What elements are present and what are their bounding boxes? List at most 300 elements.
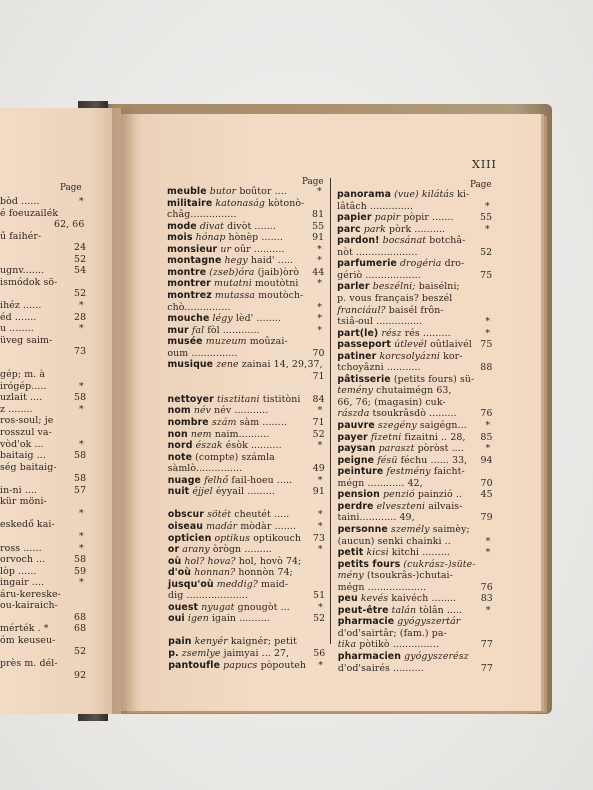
- page-ref: *: [485, 547, 491, 559]
- entry-line: [168, 544, 272, 556]
- left-entry-text: eskedő kai-: [0, 519, 55, 531]
- entry-line: [338, 501, 463, 513]
- page-ref: 75: [480, 269, 493, 281]
- pronunciation: mégn ............ 42,: [337, 477, 423, 489]
- page-ref: 83: [480, 593, 493, 605]
- headword: musique: [167, 359, 214, 371]
- page-ref: *: [485, 420, 491, 431]
- pronunciation: lâtâch ..............: [337, 200, 414, 212]
- page-ref: 77: [480, 662, 493, 674]
- page-gutter: [112, 108, 136, 714]
- page-ref: 52: [480, 246, 493, 258]
- headword: montrer: [167, 278, 211, 290]
- left-page-ref: *: [79, 403, 84, 415]
- translation: rész: [381, 327, 402, 339]
- translation: észak: [195, 440, 223, 452]
- pronunciation: optikouch: [253, 532, 302, 544]
- pronunciation: pòtikò ...............: [359, 639, 439, 651]
- page-ref: *: [485, 443, 491, 455]
- left-entry-text: ség baitaig-: [0, 461, 57, 473]
- pronunciation: oûtlaivél: [430, 339, 472, 351]
- entry-line: [338, 570, 453, 582]
- pronunciation: d'od'sairés ..........: [337, 662, 424, 674]
- left-page-label: Page: [60, 183, 82, 193]
- pronunciation: tsoukrâsdò .........: [372, 408, 457, 420]
- translation: légy: [212, 313, 233, 325]
- page-ref: 52: [313, 613, 326, 625]
- translation: gyógyszertár: [397, 616, 461, 628]
- pronunciation: kòtonò-: [268, 197, 305, 209]
- page-ref: 91: [312, 486, 325, 498]
- entry-line: [168, 463, 242, 475]
- headword: parc: [337, 223, 361, 235]
- translation: papucs: [223, 659, 258, 671]
- pronunciation: 66, 76; (magasin) cuk-: [337, 396, 446, 408]
- headword: pantoufle: [168, 659, 221, 671]
- headword: meuble: [167, 186, 207, 197]
- page-ref: 37,: [307, 359, 323, 371]
- headword: personne: [337, 523, 388, 535]
- entry-line: [338, 547, 450, 559]
- headword: petit: [337, 547, 364, 559]
- col1-page-label: Page: [302, 177, 324, 187]
- page-ref: *: [317, 509, 323, 521]
- pronunciation: rés .........: [404, 327, 451, 339]
- left-page-ref: 58: [74, 392, 87, 404]
- translation: felhő: [204, 474, 229, 486]
- translation: franciául?: [337, 304, 386, 316]
- entry-line: [337, 466, 464, 478]
- left-entry-text: baitaig ...: [0, 450, 46, 462]
- pronunciation: hònèp .......: [228, 232, 283, 244]
- headword: militaire: [167, 197, 213, 209]
- entry-line: [338, 536, 451, 548]
- entry-line: [337, 420, 466, 432]
- page-ref: 79: [480, 512, 493, 524]
- translation: katonaság: [215, 197, 266, 209]
- page-ref: 91: [312, 232, 325, 244]
- entry-line: [168, 452, 275, 464]
- page-ref: *: [485, 223, 490, 235]
- pronunciation: d'od'sairtâr; (fam.) pa-: [337, 627, 447, 639]
- page-ref: *: [317, 301, 323, 313]
- left-entry-text: mérték . *: [0, 623, 49, 635]
- pronunciation: sàmlò...............: [167, 463, 243, 475]
- translation: igen: [187, 613, 209, 625]
- pronunciation: boûtor ....: [239, 186, 287, 197]
- translation: nyugat: [201, 601, 235, 613]
- entry-line: [338, 559, 476, 571]
- entry-line: [168, 579, 288, 591]
- left-entry-text: ros-soul; je: [0, 415, 54, 427]
- entry-line: [167, 359, 307, 371]
- translation: kicsi: [366, 547, 389, 559]
- pronunciation: nòt ....................: [337, 246, 418, 258]
- entry-line: [338, 663, 424, 675]
- entry-line: [337, 408, 456, 420]
- page-ref: 88: [480, 362, 493, 374]
- left-entry-text: orvoch ...: [0, 554, 46, 566]
- entry-line: [337, 189, 469, 201]
- pronunciation: oum ...............: [167, 347, 238, 359]
- headword: pauvre: [337, 420, 375, 431]
- translation: optikus: [214, 532, 251, 544]
- headword: pharmacie: [337, 616, 395, 628]
- translation: fésü: [377, 454, 398, 466]
- left-page-ref: 52: [74, 288, 87, 300]
- entry-line: [337, 212, 454, 224]
- left-page-ref: *: [79, 542, 84, 554]
- page-ref: *: [485, 327, 491, 339]
- pronunciation: saigégn...: [419, 420, 467, 431]
- headword: d'où: [167, 567, 192, 579]
- translation: arany: [182, 544, 210, 556]
- pronunciation: châg...............: [167, 209, 237, 221]
- left-page-ref: 24: [74, 242, 87, 254]
- pronunciation: hol, hovò 74;: [238, 555, 302, 567]
- entry-line: [337, 328, 450, 340]
- entry-line: [167, 244, 284, 256]
- entry-line: [168, 521, 296, 533]
- entry-line: [337, 270, 421, 282]
- page-ref: *: [318, 601, 323, 613]
- pronunciation: ailvais-: [428, 500, 463, 512]
- page-ref: 49: [312, 463, 325, 475]
- entry-line: [167, 232, 283, 244]
- headword: p.: [168, 648, 179, 659]
- headword: jusqu'où: [168, 578, 214, 590]
- page-ref: 56: [313, 648, 326, 659]
- entry-line: [338, 489, 462, 501]
- left-entry-text: bòd ......: [0, 196, 40, 207]
- pronunciation: òrògn .........: [212, 544, 272, 556]
- page-ref: 84: [312, 393, 325, 405]
- column-divider: [330, 178, 331, 644]
- translation: korcsolyázni: [379, 350, 441, 362]
- entry-line: [338, 605, 463, 617]
- headword: pension: [337, 489, 380, 501]
- entry-line: [168, 556, 301, 568]
- entry-line: [337, 316, 422, 328]
- left-entry-text: ou-kairaich-: [0, 600, 58, 612]
- pronunciation: féchu ...... 33,: [400, 454, 468, 466]
- left-page-ref: 68: [74, 611, 87, 623]
- translation: (cukrász-)süte-: [403, 558, 476, 570]
- entry-line: [168, 590, 248, 602]
- page-ref: *: [485, 200, 490, 212]
- headword: nom: [167, 405, 191, 417]
- headword: pâtisserie: [337, 373, 391, 385]
- translation: park: [363, 223, 386, 235]
- left-page-ref: 58: [74, 473, 87, 485]
- page-ref: 44: [312, 266, 325, 278]
- pronunciation: moutòtni: [254, 278, 299, 290]
- pronunciation: baisél frôn-: [388, 304, 444, 316]
- pronunciation: tistitòni: [262, 393, 301, 405]
- headword: pardon!: [337, 235, 380, 247]
- translation: rászda: [337, 408, 370, 420]
- left-entry-text: u ........: [0, 323, 34, 335]
- left-page-ref: 28: [74, 311, 87, 323]
- translation: paraszt: [378, 443, 415, 455]
- translation: tika: [337, 639, 357, 651]
- page-ref: 76: [480, 408, 493, 420]
- headword: mouche: [167, 313, 210, 325]
- headword: nord: [167, 440, 193, 452]
- headword: opticien: [167, 532, 212, 544]
- page-ref: 70: [480, 477, 493, 489]
- entry-line: [168, 417, 287, 429]
- pronunciation: mégn ...................: [337, 581, 427, 593]
- headword: pharmacien: [337, 651, 402, 662]
- left-entry-text: lòp ......: [0, 565, 37, 577]
- headword: panorama: [337, 189, 391, 200]
- left-entry-text: gép; m. à: [0, 369, 46, 381]
- headword: mode: [167, 220, 197, 232]
- headword: nuage: [167, 474, 201, 486]
- left-entry-text: óm keuseu-: [0, 634, 56, 646]
- translation: talán: [391, 604, 417, 616]
- headword: monsieur: [167, 243, 218, 255]
- translation: mutatni: [214, 278, 252, 290]
- translation: penzió: [382, 489, 415, 501]
- headword: peigne: [337, 454, 375, 466]
- left-entry-text: kür möni-: [0, 496, 47, 508]
- translation: meddig?: [216, 578, 258, 590]
- left-page-ref: *: [79, 380, 84, 392]
- left-page-ref: 73: [74, 346, 87, 358]
- left-entry-text: rosszul va-: [0, 427, 52, 438]
- entry-line: [337, 397, 445, 409]
- headword: nettoyer: [167, 393, 214, 405]
- page-ref: 85: [480, 431, 493, 443]
- pronunciation: chò...............: [167, 301, 231, 313]
- headword: note: [167, 451, 193, 463]
- pronunciation: (tsoukrâs-)chutai-: [366, 570, 453, 582]
- translation: név: [193, 405, 212, 417]
- headword: montre: [167, 266, 207, 278]
- translation: kenyér: [194, 636, 228, 648]
- entry-line: [167, 267, 299, 279]
- translation: butor: [209, 186, 237, 197]
- translation: tisztitani: [216, 393, 260, 405]
- translation: madár: [206, 520, 238, 532]
- pronunciation: (aucun) senki chainki ..: [337, 535, 451, 547]
- page-ref: *: [485, 535, 491, 547]
- headword: part(le): [337, 327, 379, 339]
- pronunciation: pòrk ..........: [389, 223, 446, 235]
- page-ref: 75: [480, 339, 493, 351]
- entry-line: [168, 613, 270, 625]
- pronunciation: ésòk ..........: [225, 440, 282, 452]
- pronunciation: mòdàr .......: [240, 520, 297, 532]
- entry-line: [337, 351, 462, 363]
- entry-line: [338, 512, 415, 524]
- entry-line: [167, 186, 287, 198]
- pronunciation: moutòch-: [258, 289, 304, 301]
- page-ref: 55: [312, 220, 325, 232]
- entry-line: [168, 636, 297, 648]
- translation: éjjel: [192, 486, 213, 498]
- page-ref: *: [317, 474, 323, 486]
- entry-line: [167, 209, 236, 221]
- entry-line: [167, 336, 287, 348]
- headword: mur: [167, 324, 189, 336]
- translation: sötét: [207, 509, 232, 521]
- headword: or: [167, 544, 180, 556]
- left-entry-text: uzlait ....: [0, 392, 43, 404]
- entry-line: [337, 201, 413, 213]
- left-entry-text: ű faihér-: [0, 230, 42, 242]
- left-page-ref: *: [79, 577, 84, 589]
- page-ref: *: [317, 186, 322, 197]
- left-page-ref: 54: [74, 265, 87, 277]
- page-ref: *: [317, 324, 323, 336]
- page-ref: 70: [312, 347, 325, 359]
- left-entry-text: ismódok sö-: [0, 276, 58, 288]
- entry-line: [337, 258, 464, 270]
- entry-line: [167, 255, 293, 267]
- left-entry-text: ihéz ......: [0, 299, 42, 311]
- translation: drogéria: [399, 258, 442, 270]
- entry-line: [168, 602, 290, 614]
- entry-line: [167, 221, 276, 233]
- headword: oui: [168, 613, 185, 625]
- entry-line: [338, 628, 447, 640]
- left-page-ref: *: [79, 438, 84, 450]
- left-page-ref: 52: [74, 253, 87, 265]
- pronunciation: cheutét .....: [234, 509, 290, 521]
- pronunciation: faicht-: [433, 466, 465, 478]
- left-page-ref: 59: [74, 565, 87, 577]
- translation: útlevél: [394, 339, 427, 351]
- headword: patiner: [337, 350, 377, 362]
- entry-line: [337, 339, 472, 351]
- pronunciation: pòpir .......: [403, 212, 454, 224]
- headword: peut-être: [337, 604, 389, 616]
- entry-line: [167, 348, 237, 360]
- left-entry-text: ugnv.......: [0, 265, 45, 277]
- entry-line: [338, 593, 456, 605]
- entry-line: [168, 429, 270, 441]
- entry-line: [337, 374, 474, 386]
- pronunciation: pòpouteh: [260, 659, 307, 671]
- headword: où: [167, 555, 182, 567]
- entry-line: [337, 247, 417, 259]
- pronunciation: gnougòt ...: [237, 601, 290, 613]
- page-ref: 51: [313, 590, 326, 602]
- translation: elveszteni: [376, 500, 426, 512]
- translation: (vue) kilátás: [394, 189, 455, 200]
- pronunciation: oûr ..........: [234, 243, 285, 255]
- entry-line: [167, 198, 304, 210]
- page-ref: *: [317, 440, 323, 452]
- headword: nombre: [167, 417, 209, 428]
- headword: obscur: [167, 509, 205, 521]
- entry-line: [167, 302, 230, 314]
- col2-page-label: Page: [470, 180, 492, 190]
- entry-line: [337, 293, 452, 305]
- headword: montagne: [167, 255, 222, 267]
- left-entry-text: éd .......: [0, 311, 37, 323]
- left-page-ref: 58: [74, 554, 87, 566]
- headword: pain: [168, 636, 192, 648]
- pronunciation: gériò ..................: [337, 269, 421, 281]
- pronunciation: dig ....................: [168, 590, 249, 602]
- pronunciation: zainai 14, 29,: [241, 359, 308, 371]
- pronunciation: tchoyâzni ...........: [337, 362, 421, 374]
- entry-line: [167, 325, 259, 337]
- translation: szegény: [377, 420, 417, 431]
- pronunciation: painzió ..: [417, 489, 462, 501]
- pronunciation: p. vous français? beszél: [337, 292, 453, 304]
- page-ref: 77: [480, 639, 493, 651]
- left-page-ref: *: [79, 196, 84, 207]
- translation: mutassa: [214, 289, 256, 301]
- page-ref: 71: [312, 417, 325, 428]
- pronunciation: ki-: [457, 189, 470, 200]
- entry-line: [167, 290, 303, 302]
- translation: bocsánat: [382, 235, 427, 247]
- page-ref: 71: [312, 370, 325, 382]
- translation: zsemlye: [181, 648, 221, 659]
- entry-line: [338, 478, 423, 490]
- headword: petits fours: [337, 558, 401, 570]
- entry-line: [338, 651, 469, 663]
- pronunciation: baisélni;: [418, 281, 460, 293]
- translation: mény: [337, 570, 364, 582]
- pronunciation: haid' .....: [250, 255, 294, 267]
- page-ref: *: [317, 544, 323, 556]
- translation: zene: [216, 359, 239, 371]
- headword: ouest: [168, 601, 199, 613]
- pronunciation: moûzai-: [249, 336, 288, 348]
- entry-line: [168, 509, 290, 521]
- page-ref: 73: [312, 532, 326, 544]
- translation: ur: [220, 243, 232, 255]
- left-entry-text: irógép.....: [0, 380, 47, 392]
- entry-line: [338, 582, 426, 594]
- page-ref: *: [317, 405, 323, 417]
- entry-line: [337, 224, 445, 236]
- page-number-roman: XIII: [472, 158, 497, 171]
- pronunciation: honnòn 74;: [238, 567, 293, 579]
- entry-line: [168, 440, 282, 452]
- pronunciation: fail-hoeu .....: [231, 474, 293, 486]
- page-ref: 45: [480, 489, 493, 501]
- entry-line: [337, 235, 465, 247]
- translation: muzeum: [205, 336, 247, 348]
- entry-line: [338, 616, 461, 628]
- pronunciation: (compte) számla: [195, 451, 275, 463]
- left-page: [0, 108, 121, 714]
- left-entry-text: ross ......: [0, 542, 42, 554]
- pronunciation: naim..........: [214, 428, 270, 440]
- headword: paysan: [337, 443, 376, 455]
- translation: beszélni;: [372, 281, 416, 293]
- page-ref: *: [317, 278, 323, 290]
- page-ref: *: [485, 604, 491, 616]
- left-entry-text: près m. dél-: [0, 658, 58, 669]
- entry-line: [167, 278, 298, 290]
- pronunciation: kitchi .........: [391, 547, 450, 559]
- left-entry-text: ingair ....: [0, 577, 45, 589]
- headword: peinture: [337, 466, 384, 478]
- entry-line: [167, 313, 281, 325]
- translation: személy: [390, 523, 430, 535]
- headword: perdre: [337, 500, 374, 512]
- translation: temény: [337, 385, 374, 397]
